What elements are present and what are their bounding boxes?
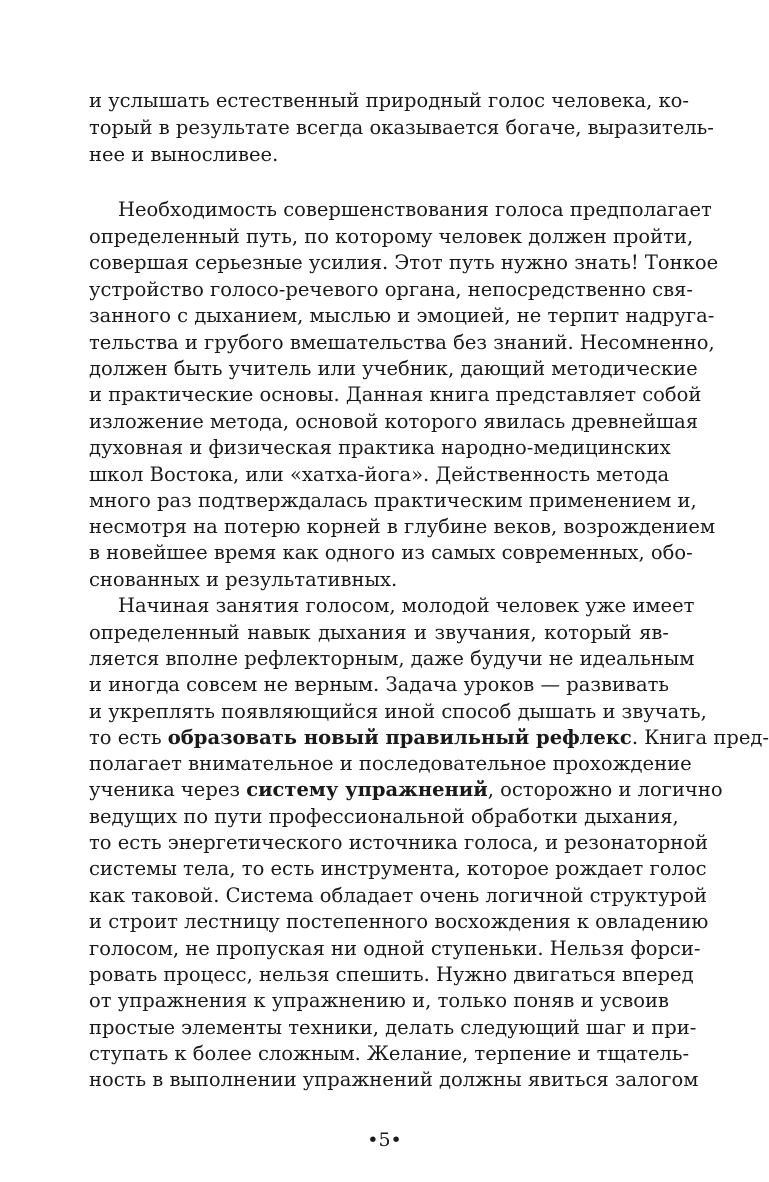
text-line [89,277,693,303]
text-run: . Книга пред- [631,726,769,749]
text-line [118,593,695,619]
text-line [89,1067,699,1093]
page-number: •5• [367,1129,402,1151]
text-line [89,751,692,777]
text-line [118,197,712,223]
text-run: изложение метода, основой которого явилась древнейшая [89,410,699,433]
text-line [89,883,707,909]
text-run: торый в результате всегда оказывается богаче, выразитель- [89,116,714,139]
text-line [89,567,669,593]
text-line [89,909,709,935]
text-run: снованных и результативных. [89,568,398,591]
text-line [89,988,669,1014]
text-run: простые элементы техники, делать следующий шаг и при- [89,1016,697,1039]
text-run: и иногда совсем не верным. Задача уроков — развивать [89,673,669,696]
text-line [89,488,697,514]
text-run: ступать к более сложным. Желание, терпение и тщатель- [89,1042,690,1065]
text-run: , осторожно и логично [487,778,723,801]
text-line [89,725,769,751]
text-line [89,962,694,988]
text-line [89,699,707,725]
text-run: полагает внимательное и последовательное прохождение [89,752,692,775]
text-line [89,115,714,141]
text-line [89,142,669,168]
text-line [89,804,679,830]
text-run: голосом, не пропуская ни одной ступеньки. Нельзя форси- [89,937,701,960]
text-run: и практические основы. Данная книга представляет собой [89,383,702,406]
text-line [89,435,669,461]
text-run: много раз подтверждалась практическим применением и, [89,489,697,512]
text-run: определенный путь, по которому человек должен пройти, [89,225,694,248]
text-line [89,936,701,962]
text-run: и услышать естественный природный голос человека, ко- [89,89,690,112]
text-run: то есть энергетического источника голоса, и резонаторной [89,831,709,854]
emphasis-text: образовать новый правильный рефлекс [167,726,632,749]
text-line [89,409,699,435]
text-run: занного с дыханием, мыслью и эмоцией, не терпит надруга- [89,304,715,327]
text-line [89,303,715,329]
text-run: ность в выполнении упражнений должны явиться залогом [89,1068,699,1091]
text-run: то есть [89,726,168,749]
text-line [89,514,716,540]
text-run: определенный навык дыхания и звучания, который яв- [89,621,669,644]
text-line [89,462,669,488]
text-run: и строит лестницу постепенного восхождения к овладению [89,910,709,933]
text-line [89,224,694,250]
text-line [89,777,723,803]
text-run: ученика через [89,778,247,801]
text-line [89,1015,697,1041]
text-run: как таковой. Система обладает очень логичной структурой [89,884,707,907]
text-line [89,250,719,276]
text-run: тельства и грубого вмешательства без знаний. Несомненно, [89,331,715,354]
text-run: и укреплять появляющийся иной способ дышать и звучать, [89,700,707,723]
text-run: системы тела, то есть инструмента, которое рождает голос [89,857,707,880]
text-run: от упражнения к упражнению и, только поняв и усвоив [89,989,669,1012]
text-run: нее и выносливее. [89,143,279,166]
text-line [89,672,669,698]
text-line [89,330,715,356]
text-line [89,356,698,382]
text-run: Начиная занятия голосом, молодой человек уже имеет [118,594,695,617]
text-run: ведущих по пути профессиональной обработки дыхания, [89,805,679,828]
text-run: несмотря на потерю корней в глубине веков, возрождением [89,515,716,538]
text-line [89,856,707,882]
text-run: ляется вполне рефлекторным, даже будучи не идеальным [89,647,695,670]
text-line [89,382,702,408]
text-run: духовная и физическая практика народно-медицинских [89,436,671,459]
text-line [89,1041,690,1067]
text-line [89,88,690,114]
text-run: совершая серьезные усилия. Этот путь нужно знать! Тонкое [89,251,719,274]
text-line [89,830,709,856]
text-run: в новейшее время как одного из самых современных, обо- [89,541,693,564]
text-run: школ Востока, или «хатха-йога». Действенность метода [89,463,670,486]
text-line [89,646,695,672]
text-run: устройство голосо-речевого органа, непосредственно свя- [89,278,693,301]
text-line [89,620,669,646]
emphasis-text: систему упражнений [246,778,488,801]
text-run: Необходимость совершенствования голоса предполагает [118,198,712,221]
text-line [89,540,693,566]
text-run: должен быть учитель или учебник, дающий методические [89,357,698,380]
text-run: ровать процесс, нельзя спешить. Нужно двигаться вперед [89,963,694,986]
